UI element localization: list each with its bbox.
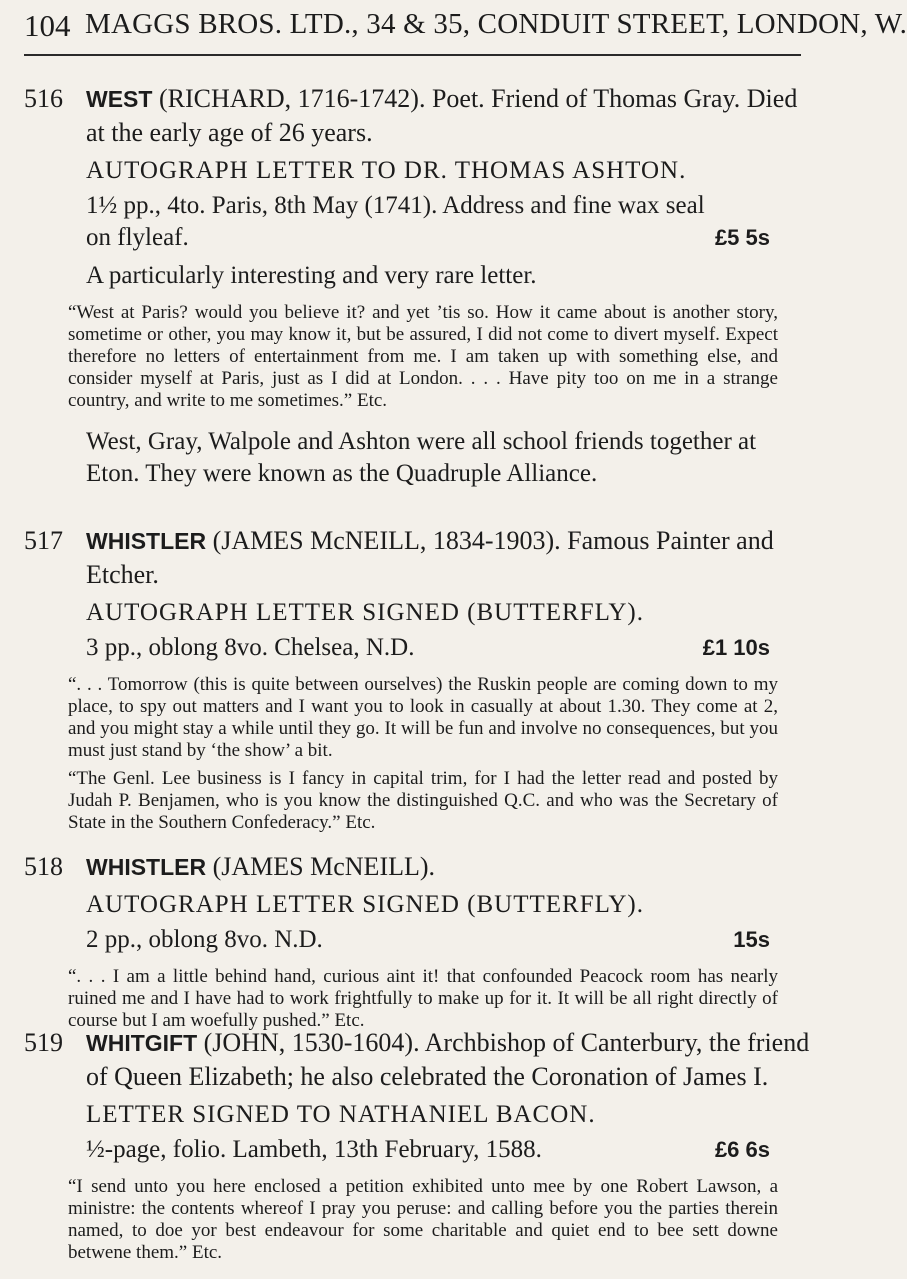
item-title: AUTOGRAPH LETTER SIGNED (BUTTERFLY). bbox=[86, 891, 645, 918]
lot-number: 517 bbox=[24, 526, 63, 555]
author-bio: (JAMES McNEILL). bbox=[212, 852, 436, 881]
item-note: A particularly interesting and very rare letter. bbox=[86, 262, 537, 289]
author-bio-cont: Etcher. bbox=[86, 560, 159, 589]
header-rule bbox=[24, 54, 801, 56]
author-name: WEST bbox=[86, 86, 153, 112]
item-description bbox=[86, 924, 786, 956]
entry-heading bbox=[86, 82, 798, 116]
author-bio-cont: of Queen Elizabeth; he also celebrated the Coronation of James I. bbox=[86, 1062, 769, 1091]
quotation: “West at Paris? would you believe it? and yet ’tis so. How it came about is another story, sometime or other, you may know it, but be assured, I did not come to divert myself. Expect therefore no letters of entertainment from me. I am taken up with something else, and consider myself at Paris, just as I did at London. . . . Have pity too on me in a strange country, and write to me sometimes.” Etc. bbox=[68, 302, 778, 411]
item-description: 1½ pp., 4to. Paris, 8th May (1741). Address and fine wax seal bbox=[86, 192, 705, 219]
author-name: WHISTLER bbox=[86, 528, 207, 554]
price: £5 5s bbox=[714, 225, 770, 250]
price: £1 10s bbox=[702, 635, 770, 660]
publisher-line: MAGGS BROS. LTD., 34 & 35, CONDUIT STREET, LONDON, W. bbox=[85, 8, 907, 40]
item-description-text: 2 pp., oblong 8vo. N.D. bbox=[86, 926, 323, 953]
item-description-cont-text: on flyleaf. bbox=[86, 224, 189, 251]
author-bio: (JOHN, 1530-1604). Archbishop of Canterbury, the friend bbox=[203, 1028, 810, 1057]
author-bio: (RICHARD, 1716-1742). Poet. Friend of Thomas Gray. Died bbox=[158, 84, 798, 113]
quotation: “. . . Tomorrow (this is quite between ourselves) the Ruskin people are coming down to my place, to spy out matters and I want you to look in casually at about 1.30. They come at 2, and you might stay a while until they go. It will be fun and involve no consequences, but you must just stand by ‘the show’ a bit. bbox=[68, 674, 778, 761]
quotation: “The Genl. Lee business is I fancy in capital trim, for I had the letter read and posted by Judah P. Benjamen, who is you know the distinguished Q.C. and who was the Secretary of State in the Southern Confederacy.” Etc. bbox=[68, 768, 778, 833]
item-description-text: 3 pp., oblong 8vo. Chelsea, N.D. bbox=[86, 634, 415, 661]
author-bio: (JAMES McNEILL, 1834-1903). Famous Painter and bbox=[212, 526, 774, 555]
lot-number: 518 bbox=[24, 852, 63, 881]
item-title: LETTER SIGNED TO NATHANIEL BACON. bbox=[86, 1101, 596, 1128]
quotation: “I send unto you here enclosed a petition exhibited unto mee by one Robert Lawson, a ministre: the contents whereof I pray you peruse: and calling before you the parties therein named, to doe yor best endeavour for some charitable and quiet end to bee sett downe betwene them.” Etc. bbox=[68, 1176, 778, 1263]
price: 15s bbox=[733, 927, 770, 952]
lot-number: 519 bbox=[24, 1028, 63, 1057]
author-bio-cont: at the early age of 26 years. bbox=[86, 118, 373, 147]
item-description bbox=[86, 1134, 786, 1166]
lot-number: 516 bbox=[24, 84, 63, 113]
price: £6 6s bbox=[714, 1137, 770, 1162]
quotation: “. . . I am a little behind hand, curious aint it! that confounded Peacock room has nearly ruined me and I have had to work frightfully to make up for it. It will be all right directly of course but I am woefully pushed.” Etc. bbox=[68, 966, 778, 1031]
entry-heading bbox=[86, 524, 786, 558]
item-description bbox=[86, 632, 786, 664]
item-description-text: ½-page, folio. Lambeth, 13th February, 1588. bbox=[86, 1136, 542, 1163]
item-title: AUTOGRAPH LETTER TO DR. THOMAS ASHTON. bbox=[86, 157, 687, 184]
item-description-cont bbox=[86, 222, 786, 254]
item-title: AUTOGRAPH LETTER SIGNED (BUTTERFLY). bbox=[86, 599, 645, 626]
additional-note: West, Gray, Walpole and Ashton were all school friends together at Eton. They were known as the Quadruple Alliance. bbox=[86, 428, 757, 487]
entry-heading bbox=[86, 1026, 810, 1060]
author-name: WHISTLER bbox=[86, 854, 207, 880]
entry-heading bbox=[86, 850, 786, 884]
author-name: WHITGIFT bbox=[86, 1030, 198, 1056]
page-number: 104 bbox=[24, 8, 71, 43]
